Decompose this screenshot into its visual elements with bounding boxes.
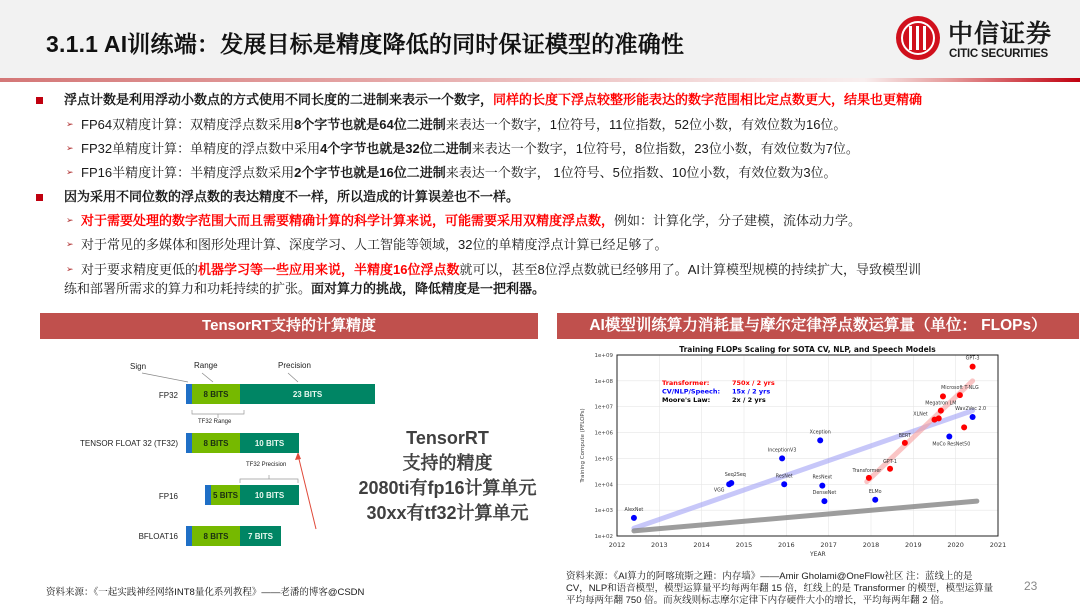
training-flops-chart bbox=[560, 342, 1020, 564]
svg-text:2019: 2019 bbox=[905, 541, 922, 549]
svg-text:2018: 2018 bbox=[862, 541, 880, 549]
annotation-line: 支持的精度 bbox=[402, 453, 493, 473]
text-segment: FP32单精度计算：单精度的浮点数中采用 bbox=[81, 141, 321, 156]
svg-text:2017: 2017 bbox=[820, 541, 837, 549]
fp32-bar bbox=[186, 384, 375, 404]
svg-text:15x / 2 yrs: 15x / 2 yrs bbox=[732, 387, 771, 396]
right-source-line-1: 资料来源：《AI算力的阿喀琉斯之踵：内存墙》——Amir Gholami@OneFlow社区 注：蓝线上的是 bbox=[566, 571, 973, 582]
svg-text:2020: 2020 bbox=[947, 541, 964, 549]
annotation-line: TensorRT bbox=[406, 428, 489, 448]
precision-bits: 10 BITS bbox=[240, 485, 299, 505]
precision-bits: 10 BITS bbox=[240, 433, 299, 453]
svg-text:2021: 2021 bbox=[989, 541, 1007, 549]
svg-text:CV/NLP/Speech:: CV/NLP/Speech: bbox=[662, 387, 721, 396]
arrow-bullet-icon: ➢ bbox=[66, 264, 74, 274]
svg-text:1e+03: 1e+03 bbox=[594, 508, 613, 515]
precision-label: Precision bbox=[278, 361, 311, 370]
svg-text:Xception: Xception bbox=[809, 430, 831, 436]
bullet-item bbox=[64, 92, 922, 108]
data-point bbox=[819, 483, 825, 489]
data-point bbox=[940, 393, 946, 399]
data-point bbox=[779, 455, 785, 461]
arrow-bullet-icon: ➢ bbox=[66, 143, 74, 153]
svg-text:750x / 2 yrs: 750x / 2 yrs bbox=[732, 379, 775, 387]
text-segment: 因为采用不同位数的浮点数的表达精度不一样，所以造成的计算误差也不一样。 bbox=[64, 189, 520, 204]
format-name-fp16: FP16 bbox=[158, 492, 178, 501]
range-bits: 5 BITS bbox=[211, 485, 240, 505]
sub-bullet-item bbox=[81, 262, 921, 278]
svg-text:ResNet: ResNet bbox=[775, 474, 793, 480]
sub-bullet-continuation bbox=[64, 281, 545, 297]
format-name-fp32: FP32 bbox=[158, 391, 178, 400]
svg-text:Seq2Seq: Seq2Seq bbox=[724, 472, 746, 478]
tf32-bar bbox=[186, 433, 299, 453]
data-point bbox=[970, 414, 976, 420]
range-label: Range bbox=[194, 361, 218, 370]
text-segment: 对于要求精度更低的 bbox=[81, 262, 199, 277]
arrow-bullet-icon: ➢ bbox=[66, 167, 74, 177]
data-point bbox=[821, 498, 827, 504]
data-point bbox=[936, 415, 942, 421]
text-segment: 练和部署所需求的算力和功耗持续的扩张。 bbox=[64, 281, 312, 296]
precision-bits: 23 BITS bbox=[240, 384, 375, 404]
annotation-line: 2080ti有fp16计算单元 bbox=[358, 478, 537, 498]
svg-text:AlexNet: AlexNet bbox=[624, 507, 644, 513]
page-number: 23 bbox=[1024, 579, 1038, 593]
range-bits: 8 BITS bbox=[192, 384, 240, 404]
logo-text-cn: 中信证券 bbox=[948, 19, 1053, 48]
text-segment: 面对算力的挑战，降低精度是一把利器。 bbox=[311, 281, 546, 296]
svg-text:ELMo: ELMo bbox=[868, 489, 882, 495]
text-segment: 2个字节也就是16位二进制 bbox=[294, 165, 446, 180]
svg-text:GPT-1: GPT-1 bbox=[883, 459, 897, 465]
scatter-plot bbox=[560, 342, 1020, 564]
svg-text:1e+04: 1e+04 bbox=[594, 482, 613, 489]
annotation-line: 30xx有tf32计算单元 bbox=[366, 503, 529, 523]
logo-text-en: CITIC SECURITIES bbox=[949, 48, 1049, 60]
sub-bullet-item bbox=[81, 237, 667, 253]
sub-bullet-item bbox=[81, 117, 846, 133]
range-bits: 8 BITS bbox=[192, 526, 240, 546]
bullet-item bbox=[64, 189, 519, 205]
precision-format-diagram bbox=[40, 342, 540, 562]
svg-text:Microsoft T-NLG: Microsoft T-NLG bbox=[941, 386, 979, 392]
svg-text:1e+09: 1e+09 bbox=[594, 353, 613, 359]
format-name-bfloat16: BFLOAT16 bbox=[138, 532, 178, 541]
svg-text:1e+06: 1e+06 bbox=[594, 430, 613, 437]
data-point bbox=[961, 424, 967, 430]
text-segment: 例如：计算化学，分子建模，流体动力学。 bbox=[614, 213, 862, 228]
format-name-tf32: TENSOR FLOAT 32 (TF32) bbox=[80, 439, 178, 448]
data-point bbox=[866, 475, 872, 481]
right-source-line-3: 平均每两年翻 750 倍。而灰线则标志摩尔定律下内存硬件大小的增长，平均每两年翻 2 倍。 bbox=[566, 595, 950, 606]
arrow-bullet-icon: ➢ bbox=[66, 215, 74, 225]
fp16-bar bbox=[205, 485, 299, 505]
data-point bbox=[726, 481, 732, 487]
svg-text:2015: 2015 bbox=[735, 541, 753, 549]
svg-text:Transformer:: Transformer: bbox=[662, 379, 710, 387]
text-segment: 来表达一个数字，1位符号，8位指数，23位小数，有效位数为7位。 bbox=[471, 141, 859, 156]
text-segment: 就可以，甚至8位浮点数就已经够用了。AI计算模型规模的持续扩大，导致模型训 bbox=[459, 262, 921, 277]
page-title: 3.1.1 AI训练端：发展目标是精度降低的同时保证模型的准确性 bbox=[46, 31, 685, 57]
text-segment: 对于需要处理的数字范围大而且需要精确计算的科学计算来说，可能需要采用双精度浮点数， bbox=[81, 213, 615, 228]
svg-text:1e+05: 1e+05 bbox=[594, 456, 613, 463]
data-point bbox=[957, 392, 963, 398]
citic-logo-icon bbox=[896, 16, 940, 60]
slide-header bbox=[0, 0, 1080, 78]
data-point bbox=[872, 497, 878, 503]
sub-bullet-item bbox=[81, 165, 837, 181]
svg-text:Training FLOPs Scaling for SOT: Training FLOPs Scaling for SOTA CV, NLP, and Speech Models bbox=[679, 345, 936, 354]
data-point bbox=[631, 515, 637, 521]
svg-text:DenseNet: DenseNet bbox=[812, 491, 837, 497]
data-point bbox=[902, 440, 908, 446]
svg-text:2012: 2012 bbox=[608, 541, 626, 549]
sub-bullet-item bbox=[81, 141, 859, 157]
arrow-bullet-icon: ➢ bbox=[66, 239, 74, 249]
svg-text:YEAR: YEAR bbox=[810, 551, 826, 558]
svg-text:Megatron LM: Megatron LM bbox=[925, 401, 957, 407]
data-point bbox=[946, 433, 952, 439]
square-bullet-icon bbox=[36, 194, 43, 201]
left-panel-title: TensorRT支持的计算精度 bbox=[40, 313, 538, 339]
svg-text:2013: 2013 bbox=[651, 541, 668, 549]
header-divider bbox=[0, 78, 1080, 82]
data-point bbox=[887, 466, 893, 472]
svg-text:Wav2Vec 2.0: Wav2Vec 2.0 bbox=[955, 407, 987, 413]
data-point bbox=[817, 437, 823, 443]
square-bullet-icon bbox=[36, 97, 43, 104]
text-segment: 浮点计数是利用浮动小数点的方式使用不同长度的二进制来表示一个数字， bbox=[64, 92, 494, 107]
svg-text:1e+02: 1e+02 bbox=[594, 534, 613, 540]
citic-logo bbox=[896, 12, 1066, 64]
sub-bullet-item bbox=[81, 213, 861, 229]
tensorrt-annotation bbox=[340, 426, 555, 526]
svg-text:2x / 2 yrs: 2x / 2 yrs bbox=[732, 396, 766, 404]
precision-bits: 7 BITS bbox=[240, 526, 281, 546]
svg-text:MoCo ResNet50: MoCo ResNet50 bbox=[932, 442, 971, 448]
text-segment: FP16半精度计算：半精度浮点数采用 bbox=[81, 165, 295, 180]
svg-text:2014: 2014 bbox=[693, 541, 710, 549]
svg-text:Moore's Law:: Moore's Law: bbox=[662, 396, 711, 404]
text-segment: 来表达一个数字， 1位符号、5位指数、10位小数，有效位数为3位。 bbox=[445, 165, 837, 180]
range-bits: 8 BITS bbox=[192, 433, 240, 453]
svg-text:InceptionV3: InceptionV3 bbox=[767, 448, 797, 454]
data-point bbox=[781, 481, 787, 487]
svg-text:1e+08: 1e+08 bbox=[594, 378, 613, 385]
svg-text:ResNext: ResNext bbox=[812, 475, 833, 481]
svg-text:Transformer: Transformer bbox=[852, 468, 882, 474]
svg-text:GPT-3: GPT-3 bbox=[965, 356, 980, 362]
svg-text:XLNet: XLNet bbox=[913, 412, 928, 418]
bfloat16-bar bbox=[186, 526, 281, 546]
svg-text:VGG: VGG bbox=[713, 488, 725, 494]
right-panel-title: AI模型训练算力消耗量与摩尔定律浮点数运算量（单位： FLOPs） bbox=[557, 313, 1079, 339]
right-source-line-2: CV，NLP和语音模型，模型运算量平均每两年翻 15 倍，红线上的是 Transformer 的模型，模型运算量 bbox=[566, 583, 994, 594]
text-segment: 4个字节也就是32位二进制 bbox=[320, 141, 472, 156]
sign-label: Sign bbox=[130, 362, 147, 371]
text-segment: 同样的长度下浮点较整形能表达的数字范围相比定点数更大，结果也更精确 bbox=[493, 92, 923, 107]
left-source-note: 资料来源：《一起实践神经网络INT8量化系列教程》——老潘的博客@CSDN bbox=[46, 587, 365, 598]
svg-text:1e+07: 1e+07 bbox=[594, 404, 613, 411]
data-point bbox=[970, 364, 976, 370]
text-segment: 机器学习等一些应用来说，半精度16位浮点数 bbox=[198, 262, 460, 277]
text-segment: 8个字节也就是64位二进制 bbox=[294, 117, 446, 132]
arrow-bullet-icon: ➢ bbox=[66, 119, 74, 129]
text-segment: 来表达一个数字，1位符号，11位指数，52位小数，有效位数为16位。 bbox=[445, 117, 847, 132]
data-point bbox=[938, 408, 944, 414]
svg-text:2016: 2016 bbox=[778, 541, 795, 549]
text-segment: FP64双精度计算：双精度浮点数采用 bbox=[81, 117, 295, 132]
svg-text:Training Compute (PFLOPs): Training Compute (PFLOPs) bbox=[580, 408, 586, 483]
svg-text:BERT: BERT bbox=[898, 433, 911, 439]
text-segment: 对于常见的多媒体和图形处理计算、深度学习、人工智能等领域，32位的单精度浮点计算已经足够了。 bbox=[81, 237, 668, 252]
tf32-precision-label: TF32 Precision bbox=[246, 462, 287, 468]
tf32-range-label: TF32 Range bbox=[198, 419, 232, 425]
